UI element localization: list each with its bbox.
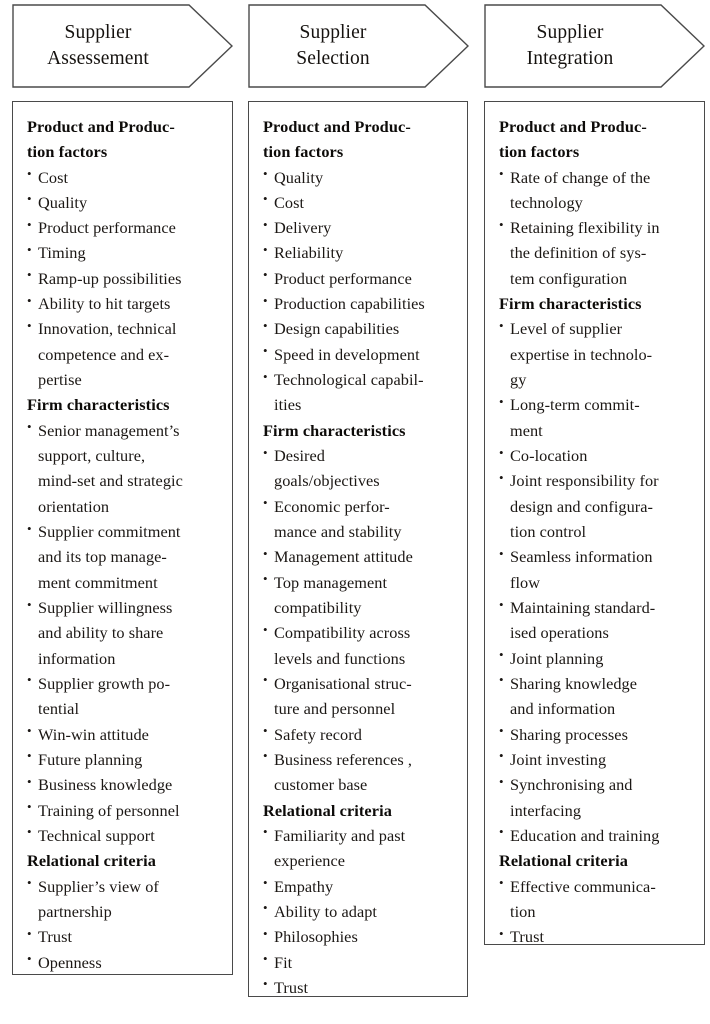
criteria-item	[499, 595, 692, 646]
criteria-item-line: • Win-win attitude	[38, 724, 149, 744]
criteria-item	[263, 671, 455, 722]
criteria-item-line: • Speed in development	[274, 344, 420, 364]
criteria-item	[27, 519, 220, 595]
criteria-item-line: • Effective communica-	[510, 876, 656, 896]
criteria-item-line: • Quality	[38, 192, 88, 212]
criteria-item	[27, 950, 220, 975]
criteria-item-line: • Sharing processes	[510, 724, 628, 744]
criteria-item	[263, 291, 455, 316]
criteria-item	[263, 950, 455, 975]
criteria-item	[263, 544, 455, 569]
criteria-item-line: mind-set and strategic	[38, 471, 183, 491]
criteria-item	[263, 494, 455, 545]
criteria-item	[499, 747, 692, 772]
criteria-item-line: gy	[510, 370, 527, 390]
criteria-item	[263, 722, 455, 747]
criteria-list	[263, 443, 455, 798]
criteria-item-line: customer base	[274, 775, 368, 795]
criteria-item-line: design and configura-	[510, 496, 654, 516]
criteria-item	[27, 772, 220, 797]
criteria-item	[263, 240, 455, 265]
criteria-item-line: • Empathy	[274, 876, 334, 896]
criteria-item-line: • Co-location	[510, 446, 588, 466]
criteria-group-heading-line1: Firm characteristics	[263, 420, 406, 440]
criteria-item-line: • Safety record	[274, 724, 362, 744]
criteria-item	[499, 772, 692, 823]
criteria-item-line: • Product performance	[274, 268, 412, 288]
criteria-item	[263, 367, 455, 418]
criteria-item	[27, 266, 220, 291]
criteria-list	[499, 316, 692, 848]
criteria-item-line: tion control	[510, 522, 587, 542]
criteria-group-heading	[263, 114, 455, 165]
criteria-item-line: • Joint responsibility for	[510, 471, 659, 491]
criteria-item-line: • Trust	[510, 927, 545, 947]
criteria-item-line: • Delivery	[274, 218, 332, 238]
criteria-item-line: • Cost	[274, 192, 305, 212]
criteria-item-line: • Business knowledge	[38, 775, 173, 795]
criteria-group-heading-line2: tion factors	[263, 142, 344, 162]
criteria-item-line: • Desired	[274, 446, 325, 466]
criteria-item-line: support, culture,	[38, 446, 146, 466]
criteria-item-line: • Organisational struc-	[274, 673, 412, 693]
criteria-item-line: • Level of supplier	[510, 319, 623, 339]
criteria-item-line: flow	[510, 572, 541, 592]
criteria-item-line: • Education and training	[510, 825, 660, 845]
criteria-item-line: • Senior management’s	[38, 420, 180, 440]
criteria-item-line: tential	[38, 699, 80, 719]
criteria-item-line: partnership	[38, 901, 112, 921]
criteria-item	[499, 468, 692, 544]
criteria-item-line: • Top management	[274, 572, 388, 592]
criteria-item	[27, 722, 220, 747]
criteria-item-line: • Seamless information	[510, 547, 653, 567]
criteria-item	[499, 874, 692, 925]
stage-header-line1: Supplier	[536, 21, 604, 43]
criteria-item-line: • Supplier commitment	[38, 522, 181, 542]
criteria-item-line: pertise	[38, 370, 82, 390]
criteria-group-heading	[499, 848, 692, 873]
criteria-item	[499, 671, 692, 722]
criteria-item-line: • Ability to hit targets	[38, 294, 171, 314]
criteria-item-line: • Ramp-up possibilities	[38, 268, 182, 288]
stage-header-line2: Selection	[296, 48, 370, 69]
criteria-item	[499, 316, 692, 392]
criteria-item-line: • Supplier’s view of	[38, 876, 159, 896]
criteria-group-heading	[263, 418, 455, 443]
criteria-item	[27, 190, 220, 215]
criteria-item-line: • Maintaining standard-	[510, 598, 656, 617]
criteria-item-line: • Trust	[38, 927, 73, 947]
criteria-item	[499, 646, 692, 671]
criteria-item-line: and its top manage-	[38, 547, 167, 567]
criteria-item-line: • Philosophies	[274, 927, 358, 947]
criteria-item-line: • Fit	[274, 952, 293, 972]
criteria-item-line: • Management attitude	[274, 547, 413, 567]
stage-header-line2: Integration	[526, 48, 614, 69]
criteria-group-heading	[499, 114, 692, 165]
criteria-item-line: experience	[274, 851, 345, 871]
criteria-item-line: • Familiarity and past	[274, 825, 406, 845]
stage-column-supplier-integration	[484, 0, 705, 947]
criteria-item-line: the definition of sys-	[510, 243, 647, 263]
criteria-item-line: tion	[510, 901, 536, 921]
criteria-item-line: • Production capabilities	[274, 294, 425, 314]
criteria-item-line: • Economic perfor-	[274, 496, 390, 516]
criteria-item	[263, 620, 455, 671]
criteria-item	[499, 165, 692, 216]
criteria-item-line: • Synchronising and	[510, 775, 633, 795]
criteria-list	[499, 874, 692, 950]
criteria-item	[27, 165, 220, 190]
criteria-item	[27, 874, 220, 925]
criteria-panel-supplier-assessment	[12, 101, 233, 975]
criteria-group-heading	[27, 392, 220, 417]
criteria-item-line: • Technological capabil-	[274, 370, 424, 390]
criteria-item	[263, 316, 455, 341]
stage-header-line1: Supplier	[64, 21, 132, 43]
criteria-item	[27, 418, 220, 519]
criteria-list	[27, 165, 220, 393]
criteria-item-line: • Retaining flexibility in	[510, 218, 660, 238]
criteria-item-line: ities	[274, 395, 302, 415]
stage-header-line1: Supplier	[299, 21, 367, 43]
criteria-item	[27, 924, 220, 949]
criteria-item-line: ment commitment	[38, 572, 158, 592]
criteria-item-line: • Future planning	[38, 749, 143, 769]
criteria-item	[499, 823, 692, 848]
criteria-group-heading	[27, 114, 220, 165]
criteria-item	[499, 392, 692, 443]
criteria-item	[27, 823, 220, 848]
stage-column-supplier-assessment	[12, 0, 233, 972]
stage-header-label-supplier-assessment	[12, 4, 184, 88]
criteria-item-line: • Product performance	[38, 218, 176, 238]
criteria-group-heading	[499, 291, 692, 316]
criteria-item	[263, 443, 455, 494]
criteria-item-line: • Joint investing	[510, 749, 607, 769]
criteria-item-line: goals/objectives	[274, 471, 380, 491]
criteria-list	[27, 418, 220, 849]
stage-header-label-supplier-selection	[248, 4, 418, 88]
criteria-item-line: • Openness	[38, 952, 102, 972]
criteria-list	[263, 165, 455, 418]
criteria-item-line: levels and functions	[274, 648, 406, 668]
stage-header-line2: Assessement	[47, 48, 149, 69]
criteria-item-line: • Reliability	[274, 243, 344, 263]
criteria-item	[263, 570, 455, 621]
criteria-item	[499, 924, 692, 949]
criteria-item-line: • Ability to adapt	[274, 901, 377, 921]
criteria-item-line: tem configuration	[510, 268, 628, 288]
stage-column-supplier-selection	[248, 0, 468, 997]
criteria-item-line: • Compatibility across	[274, 623, 411, 643]
criteria-item-line: information	[38, 648, 116, 668]
criteria-list	[27, 874, 220, 975]
criteria-item-line: • Supplier growth po-	[38, 673, 171, 693]
criteria-item-line: • Design capabilities	[274, 319, 400, 339]
criteria-item-line: expertise in technolo-	[510, 344, 653, 364]
criteria-item	[27, 798, 220, 823]
criteria-item-line: orientation	[38, 496, 110, 516]
stage-header-label-supplier-integration	[484, 4, 656, 88]
criteria-item-line: and ability to share	[38, 623, 164, 643]
criteria-panel-supplier-integration	[484, 101, 705, 945]
criteria-item-line: ture and personnel	[274, 699, 396, 719]
criteria-item	[27, 747, 220, 772]
criteria-item	[263, 165, 455, 190]
criteria-item	[263, 266, 455, 291]
criteria-item	[27, 316, 220, 392]
criteria-item-line: mance and stability	[274, 522, 402, 542]
criteria-item	[499, 443, 692, 468]
criteria-panel-supplier-selection	[248, 101, 468, 997]
criteria-item-line: • Cost	[38, 167, 69, 187]
criteria-group-heading-line1: Firm characteristics	[27, 395, 170, 415]
criteria-item	[27, 215, 220, 240]
criteria-item	[263, 823, 455, 874]
criteria-item-line: • Technical support	[38, 825, 155, 845]
stage-header-arrow-supplier-selection[interactable]	[248, 4, 468, 88]
criteria-item-line: • Long-term commit-	[510, 395, 640, 415]
criteria-item-line: • Sharing knowledge	[510, 673, 638, 693]
criteria-item	[27, 595, 220, 671]
criteria-item	[263, 190, 455, 215]
stage-header-arrow-supplier-integration[interactable]	[484, 4, 705, 88]
criteria-item-line: • Quality	[274, 167, 324, 187]
criteria-item	[263, 924, 455, 949]
criteria-group-heading-line1: Firm characteristics	[499, 294, 642, 314]
criteria-group-heading	[263, 798, 455, 823]
criteria-list	[499, 165, 692, 292]
criteria-item	[263, 747, 455, 798]
criteria-group-heading-line1: Product and Produc-	[499, 117, 647, 136]
criteria-item-line: • Supplier willingness	[38, 598, 173, 617]
criteria-group-heading	[27, 848, 220, 873]
criteria-group-heading-line2: tion factors	[499, 142, 580, 162]
criteria-item	[499, 722, 692, 747]
criteria-group-heading-line1: Relational criteria	[27, 851, 156, 871]
criteria-group-heading-line2: tion factors	[27, 142, 108, 162]
criteria-item	[263, 342, 455, 367]
criteria-item-line: • Trust	[274, 977, 309, 997]
criteria-item-line: interfacing	[510, 800, 582, 820]
criteria-item	[499, 215, 692, 291]
criteria-item	[263, 874, 455, 899]
criteria-group-heading-line1: Product and Produc-	[27, 117, 175, 136]
criteria-item	[27, 240, 220, 265]
criteria-item-line: • Training of personnel	[38, 800, 180, 820]
criteria-item-line: • Innovation, technical	[38, 319, 177, 339]
criteria-item-line: compatibility	[274, 598, 362, 617]
criteria-item-line: technology	[510, 192, 583, 212]
criteria-group-heading-line1: Relational criteria	[263, 800, 392, 820]
criteria-item	[263, 975, 455, 1000]
stage-header-arrow-supplier-assessment[interactable]	[12, 4, 233, 88]
criteria-item	[27, 671, 220, 722]
criteria-item	[499, 544, 692, 595]
criteria-item	[263, 899, 455, 924]
criteria-item-line: competence and ex-	[38, 344, 170, 364]
criteria-item-line: • Business references ,	[274, 749, 413, 769]
criteria-item-line: and information	[510, 699, 616, 719]
criteria-item	[27, 291, 220, 316]
criteria-item-line: • Rate of change of the	[510, 167, 651, 187]
criteria-item-line: ment	[510, 420, 543, 440]
criteria-item-line: • Joint planning	[510, 648, 604, 668]
criteria-list	[263, 823, 455, 1000]
criteria-item-line: • Timing	[38, 243, 86, 263]
criteria-item	[263, 215, 455, 240]
criteria-group-heading-line1: Product and Produc-	[263, 117, 411, 136]
criteria-item-line: ised operations	[510, 623, 609, 643]
criteria-group-heading-line1: Relational criteria	[499, 851, 628, 871]
